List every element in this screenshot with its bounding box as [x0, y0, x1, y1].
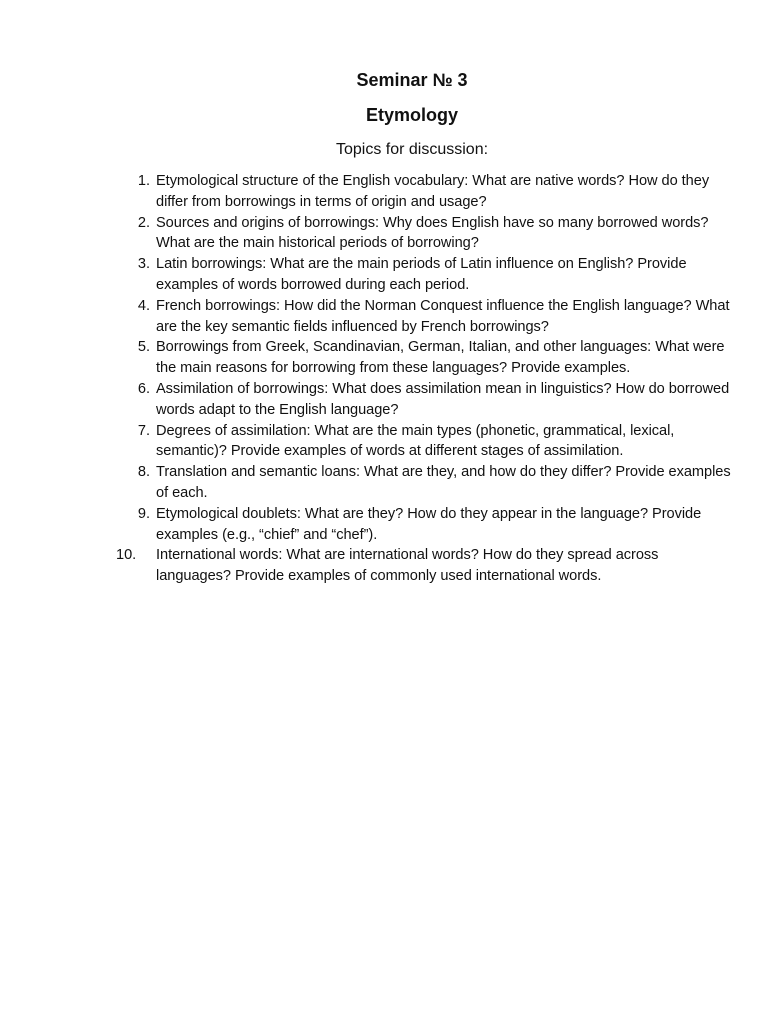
topic-number: 5.	[137, 339, 150, 356]
topic-number: 9.	[137, 505, 150, 522]
topic-number: 10.	[116, 547, 137, 564]
topic-list	[116, 171, 736, 587]
topic-text: French borrowings: How did the Norman Conquest influence the English language? What are the key semantic fields influenced by French borrowings?	[156, 297, 730, 335]
topic-item-9	[116, 504, 736, 546]
topic-item-10	[116, 545, 736, 587]
topic-item-4	[116, 296, 736, 338]
topic-number: 8.	[137, 464, 150, 481]
topic-number: 3.	[137, 256, 150, 273]
topic-text: Sources and origins of borrowings: Why does English have so many borrowed words? What are the main historical periods of borrowing?	[156, 214, 709, 252]
topic-text: Borrowings from Greek, Scandinavian, German, Italian, and other languages: What were the main reasons for borrowing from these languages? Provide examples.	[156, 339, 725, 377]
topic-number: 1.	[137, 173, 150, 189]
topic-text: Translation and semantic loans: What are they, and how do they differ? Provide examples of each.	[156, 464, 731, 501]
topic-text: Degrees of assimilation: What are the main types (phonetic, grammatical, lexical, semantic)? Provide examples of words at different stages of assimilation.	[156, 422, 675, 460]
topic-number: 7.	[137, 422, 150, 439]
topic-text: Assimilation of borrowings: What does assimilation mean in linguistics? How do borrowed words adapt to the English language?	[156, 380, 730, 418]
topic-item-2	[116, 213, 736, 255]
subject-title: Etymology	[365, 105, 458, 125]
topic-item-3	[116, 254, 736, 296]
topic-text: Etymological structure of the English vocabulary: What are native words? How do they differ from borrowings in terms of origin and usage?	[156, 173, 710, 210]
topic-item-6	[116, 379, 736, 421]
topic-item-1	[116, 171, 736, 213]
topic-item-5	[116, 337, 736, 379]
topic-item-8	[116, 462, 736, 504]
topic-text: International words: What are international words? How do they spread across languages? Provide examples of commonly used international words.	[156, 547, 659, 585]
seminar-title: Seminar № 3	[356, 70, 468, 90]
topic-text: Etymological doublets: What are they? How do they appear in the language? Provide examples (e.g., “chief” and “chef”).	[156, 505, 702, 543]
topic-text: Latin borrowings: What are the main periods of Latin influence on English? Provide examples of words borrowed during each period.	[156, 256, 687, 293]
topic-item-7	[116, 421, 736, 463]
topic-number: 4.	[137, 297, 150, 314]
topics-heading: Topics for discussion:	[335, 141, 489, 158]
topic-number: 2.	[137, 214, 150, 231]
topic-number: 6.	[137, 380, 150, 397]
